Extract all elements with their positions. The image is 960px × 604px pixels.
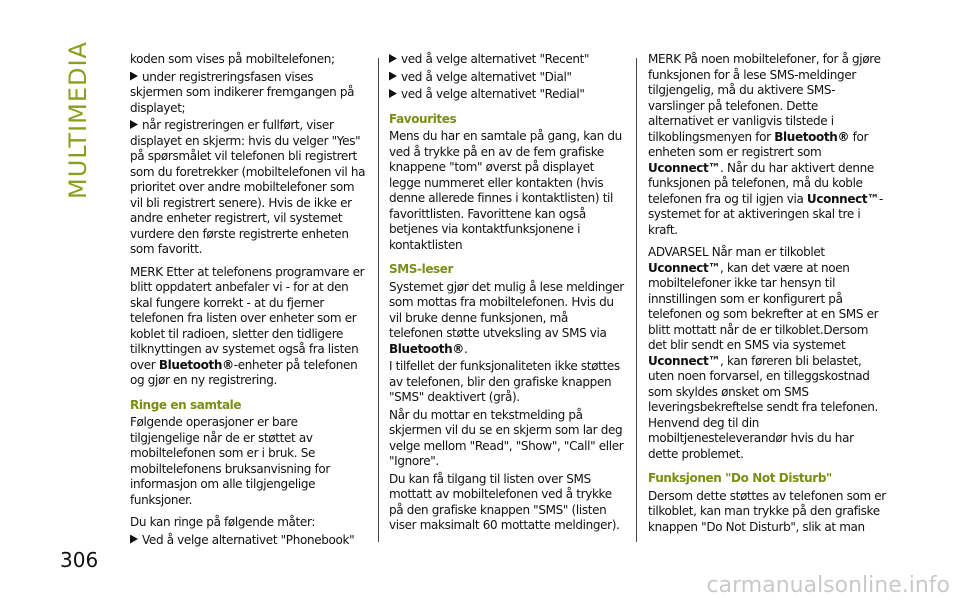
bullet-item: når registreringen er fullført, viser displayet en skjerm: hvis du velger "Yes" på spørsmålet vil telefonen bli registrert som du foretrekker (mobiltelefonen vil ha prioritet over andre mobiltelefoner som vil bli registrert senere). Hvis de ikke er andre enheter registrert, vil systemet vurdere den første registrerte enheten som favoritt.: [130, 118, 366, 256]
section-title: MULTIMEDIA: [64, 41, 92, 199]
triangle-bullet-icon: [389, 87, 401, 103]
paragraph: Dersom dette støttes av telefonen som er tilkoblet, kan man trykke på den grafiske knappen "Do Not Disturb", slik at man: [648, 488, 886, 534]
note-paragraph: MERK På noen mobiltelefoner, for å gjøre funksjonen for å lese SMS-meldinger tilgjengelig, må du aktivere SMS-varslinger på telefonen. Dette alternativet er vanligvis tilstede i tilkoblingsmenyen for Bluetooth® for enheten som er registrert som Uconnect™. Når du har aktivert denne funksjonen på telefonen, må du koble telefonen fra og til igjen via Uconnect™-systemet for at aktiveringen skal tre i kraft.: [648, 52, 883, 237]
paragraph: Du kan ringe på følgende måter:: [130, 515, 316, 529]
triangle-bullet-icon: [130, 118, 142, 134]
column-divider-1: [378, 58, 379, 542]
page-number: 306: [60, 548, 99, 572]
column-2: [389, 52, 625, 541]
triangle-bullet-icon: [130, 70, 142, 86]
paragraph: Når du mottar en tekstmelding på skjermen vil du se en skjerm som lar deg velge mellom "Read", "Show", "Call" eller "Ignore".: [389, 407, 624, 468]
paragraph: Følgende operasjoner er bare tilgjengelige når de er støttet av mobiltelefonen som er i bruk. Se mobiltelefonens bruksanvisning for informasjon om alle tilgjengelige funksjoner.: [130, 415, 330, 507]
triangle-bullet-icon: [130, 533, 142, 549]
column-divider-2: [636, 58, 637, 542]
paragraph: Systemet gjør det mulig å lese meldinger som mottas fra mobiltelefonen. Hvis du vil bruke denne funksjonen, må telefonen støtte utveksling av SMS via Bluetooth®.: [389, 279, 624, 356]
note-paragraph: MERK Etter at telefonens programvare er blitt oppdatert anbefaler vi - for at den skal fungere korrekt - at du fjerner telefonen fra listen over enheter som er koblet til radioen, sletter den tidligere tilknyttingen av systemet også fra listen over Bluetooth®-enheter på telefonen og gjør en ny registrering.: [130, 264, 365, 387]
watermark: carmanualsonline.info: [706, 573, 950, 598]
bullet-item: ved å velge alternativet "Dial": [389, 70, 625, 86]
paragraph: Mens du har en samtale på gang, kan du ved å trykke på en av de fem grafiske knappene "tom" øverst på displayet legge nummeret eller kontakten (hvis denne allerede finnes i kontaktlisten) til favorittlisten. Favorittene kan også betjenes via kontaktfunksjonene i kontaktlisten: [389, 129, 622, 252]
section-title-vertical: [58, 41, 98, 199]
bullet-item: ved å velge alternativet "Recent": [389, 52, 625, 68]
warning-paragraph: ADVARSEL Når man er tilkoblet Uconnect™, kan det være at noen mobiltelefoner ikke tar hensyn til innstillingen som er konfigurert på telefonen og som bekrefter at en SMS er blitt mottatt når de er tilkoblet.Dersom det blir sendt en SMS via systemet Uconnect™, kan føreren bli belastet, uten noen forvarsel, en tilleggskostnad som skyldes ønsket om SMS leveringsbekreftelse sendt fra telefonen. Henvend deg til din mobiltjenesteleverandør hvis du har dette problemet.: [648, 245, 879, 461]
paragraph: koden som vises på mobiltelefonen;: [130, 52, 335, 66]
bullet-item: ved å velge alternativet "Redial": [389, 87, 625, 103]
column-3: [648, 52, 886, 542]
heading-ringe: Ringe en samtale: [130, 397, 242, 412]
heading-favourites: Favourites: [389, 111, 457, 126]
triangle-bullet-icon: [389, 70, 401, 86]
heading-sms-leser: SMS-leser: [389, 262, 454, 276]
heading-do-not-disturb: Funksjonen "Do Not Disturb": [648, 471, 832, 485]
triangle-bullet-icon: [389, 52, 401, 68]
bullet-item: under registreringsfasen vises skjermen som indikerer fremgangen på displayet;: [130, 69, 355, 115]
paragraph: I tilfellet der funksjonaliteten ikke støttes av telefonen, blir den grafiske knappen "SMS" deaktivert (grå).: [389, 359, 620, 404]
paragraph: Du kan få tilgang til listen over SMS mottatt av mobiltelefonen ved å trykke på den grafiske knappen "SMS" (listen viser maksimalt 60 mottatte meldinger).: [389, 471, 620, 532]
column-1: [130, 52, 366, 555]
bullet-item: Ved å velge alternativet "Phonebook": [130, 533, 366, 549]
